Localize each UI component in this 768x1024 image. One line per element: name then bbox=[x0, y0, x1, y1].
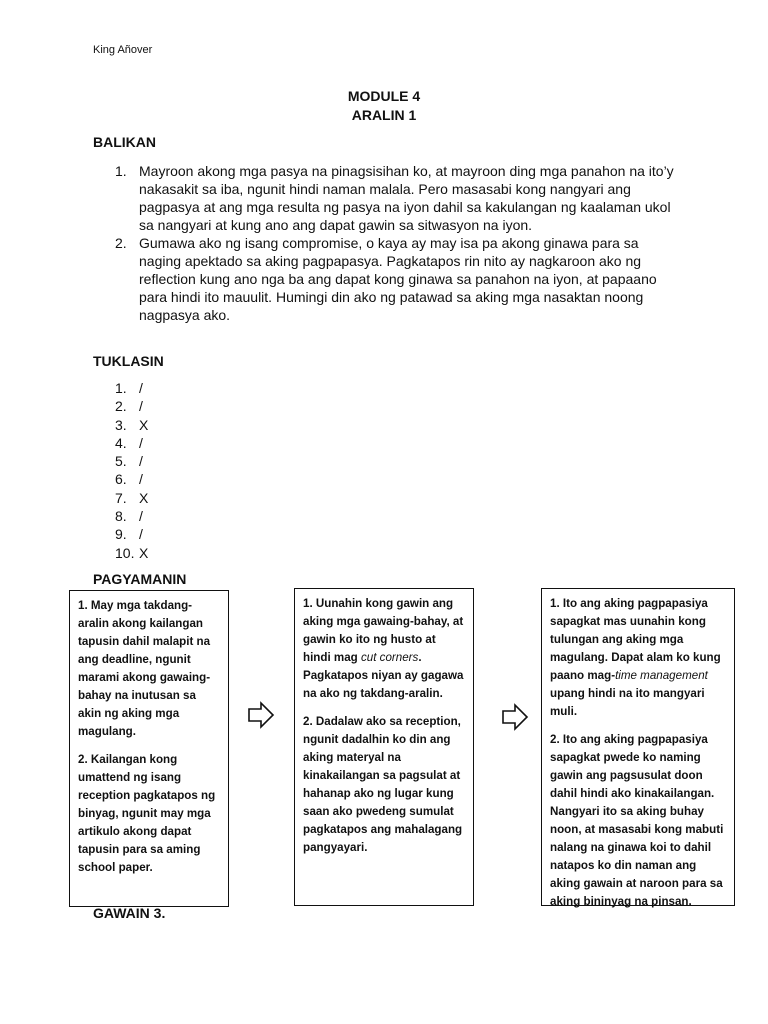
box-italic-text: cut corners bbox=[360, 651, 419, 664]
list-item bbox=[115, 416, 148, 434]
item-mark: / bbox=[139, 471, 143, 488]
lesson-title: ARALIN 1 bbox=[351, 107, 417, 123]
item-number: 4. bbox=[115, 434, 127, 451]
box-paragraph bbox=[550, 595, 726, 721]
item-number: 10. bbox=[115, 544, 135, 561]
item-mark: X bbox=[139, 544, 149, 561]
tuklasin-heading: TUKLASIN bbox=[93, 353, 164, 369]
box-italic-text: time management bbox=[615, 669, 708, 682]
decision-box bbox=[294, 588, 474, 906]
item-mark: X bbox=[139, 416, 149, 433]
item-text: Mayroon akong mga pasya na pinagsisihan ko, at mayroon ding mga panahon na ito’y nakasakit sa iba, ngunit hindi naman malala. Pero masasabi kong nangyari ang pagpasya at ang mga resulta ng pasya na iyon dahil sa kakulangan ng kaalaman ukol sa nangyari at kung ano ang dapat gawin sa sitwasyon na iyon. bbox=[139, 163, 674, 233]
list-item bbox=[115, 162, 675, 234]
item-number: 6. bbox=[115, 471, 127, 488]
item-mark: X bbox=[139, 489, 149, 506]
list-item bbox=[115, 397, 148, 415]
box-text: 1. Ito ang aking pagpapasiya sapagkat mas uunahin kong tulungan ang aking mga magulang. Dapat alam ko kung paano mag- bbox=[550, 597, 721, 682]
right-arrow-icon bbox=[500, 702, 530, 732]
item-number: 1. bbox=[115, 380, 127, 396]
tuklasin-list bbox=[115, 379, 148, 562]
box-text: upang hindi na ito mangyari muli. bbox=[550, 687, 705, 718]
item-number: 2. bbox=[115, 235, 127, 251]
item-mark: / bbox=[139, 434, 143, 451]
list-item bbox=[115, 525, 148, 543]
item-mark: / bbox=[139, 398, 143, 415]
item-mark: / bbox=[139, 508, 143, 525]
box-paragraph: 1. May mga takdang-aralin akong kailangan tapusin dahil malapit na ang deadline, ngunit marami akong gawaing-bahay na inutusan sa akin ng aking mga magulang. bbox=[78, 599, 211, 738]
item-number: 2. bbox=[115, 398, 127, 415]
list-item bbox=[115, 507, 148, 525]
list-item bbox=[115, 379, 148, 397]
right-arrow-icon bbox=[246, 700, 276, 730]
list-item bbox=[115, 470, 148, 488]
box-text: 1. Uunahin kong gawin ang aking mga gawaing-bahay, at gawin ko ito ng husto at hindi mag bbox=[303, 597, 464, 664]
module-title: MODULE 4 bbox=[347, 88, 421, 104]
box-paragraph bbox=[303, 595, 465, 703]
reason-box bbox=[541, 588, 735, 906]
list-item bbox=[115, 544, 148, 562]
item-number: 1. bbox=[115, 163, 127, 179]
pagyamanin-heading: PAGYAMANIN bbox=[93, 571, 187, 587]
item-mark: / bbox=[139, 453, 143, 470]
item-number: 7. bbox=[115, 489, 127, 506]
item-mark: / bbox=[139, 526, 143, 543]
item-mark: / bbox=[139, 380, 143, 396]
box-paragraph: 2. Ito ang aking pagpapasiya sapagkat pwede ko naming gawin ang pagsusulat doon dahil hindi ako kinakailangan. Nangyari ito sa aking buhay noon, at masasabi kong mabuti nalang na ginawa koi to dahil natapos ko din naman ang aking gawain at naroon para sa aking bininyag na pinsan. bbox=[550, 733, 724, 908]
situation-box bbox=[69, 590, 229, 907]
author-name: King Añover bbox=[93, 44, 153, 56]
balikan-heading: BALIKAN bbox=[93, 134, 156, 150]
item-number: 5. bbox=[115, 453, 127, 470]
balikan-list bbox=[115, 162, 675, 324]
list-item bbox=[115, 452, 148, 470]
box-text: . Pagkatapos niyan ay gagawa na ako ng takdang-aralin. bbox=[303, 651, 464, 700]
list-item bbox=[115, 434, 148, 452]
item-text: Gumawa ako ng isang compromise, o kaya ay may isa pa akong ginawa para sa naging apektado sa aking pagpapasya. Pagkatapos rin nito ay nagkaroon ako ng reflection kung ano nga ba ang dapat kong ginawa sa panahon na iyon, at papaano para hindi ito mauulit. Humingi din ako ng patawad sa aking mga nasaktan noong nagpasya ako. bbox=[139, 235, 657, 323]
item-number: 8. bbox=[115, 508, 127, 525]
box-paragraph: 2. Kailangan kong umattend ng isang reception pagkatapos ng binyag, ngunit may mga artikulo akong dapat tapusin para sa aming school paper. bbox=[78, 753, 216, 874]
item-number: 9. bbox=[115, 526, 127, 543]
list-item bbox=[115, 489, 148, 507]
item-number: 3. bbox=[115, 416, 127, 433]
box-paragraph: 2. Dadalaw ako sa reception, ngunit dadalhin ko din ang aking materyal na kinakailangan sa pagsulat at hahanap ako ng lugar kung saan ako pwedeng sumulat pagkatapos ang mahalagang pangyayari. bbox=[303, 715, 463, 854]
list-item bbox=[115, 234, 675, 324]
gawain-heading: GAWAIN 3. bbox=[93, 905, 166, 921]
